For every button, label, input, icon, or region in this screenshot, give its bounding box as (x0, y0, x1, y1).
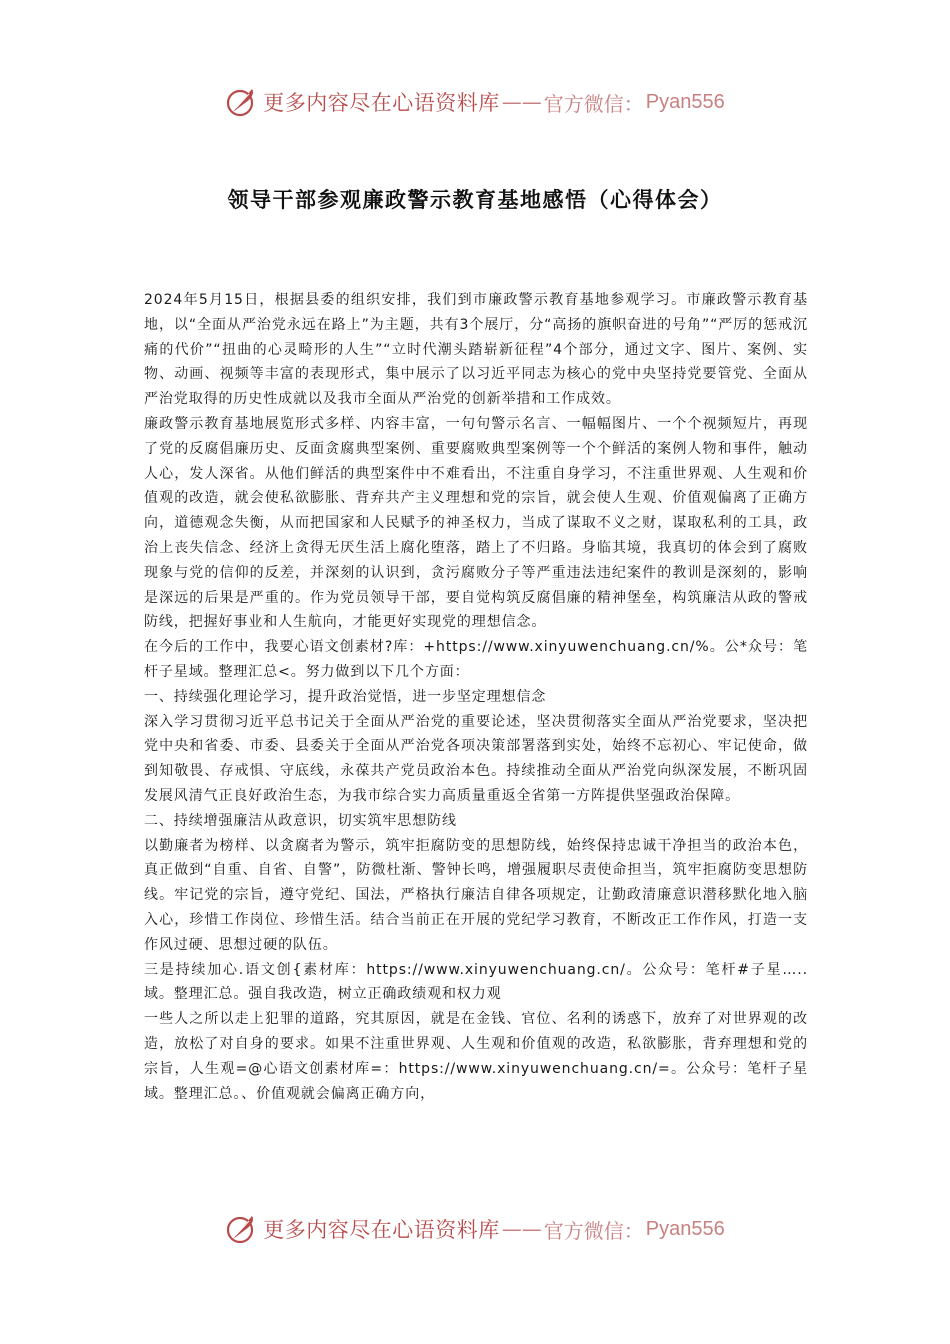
section-heading: 一、持续强化理论学习，提升政治觉悟，进一步坚定理想信念 (144, 688, 547, 705)
paragraph: 2024年5月15日，根据县委的组织安排，我们到市廉政警示教育基地参观学习。市廉政警示教育基地，以“全面从严治党永远在路上”为主题，共有3个展厅，分“高扬的旗帜奋进的号角”“严厉的惩戒沉痛的代价”“扭曲的心灵畸形的人生”“立时代潮头踏崭新征程”4个部分，通过文字、图片、案例、实物、动画、视频等丰富的表现形式，集中展示了以习近平同志为核心的党中央坚持党要管党、全面从严治党取得的历史性成就以及我市全面从严治党的创新举措和工作成效。 (144, 292, 808, 408)
banner-main-text: 更多内容尽在心语资料库 (263, 91, 500, 115)
footer-banner (0, 1209, 950, 1249)
header-banner (0, 82, 950, 122)
banner-main-text: 更多内容尽在心语资料库 (263, 1218, 500, 1242)
banner-dash: —— (501, 1217, 542, 1241)
quill-pen-logo-icon (225, 1212, 259, 1246)
section-heading: 二、持续增强廉洁从政意识，切实筑牢思想防线 (144, 812, 457, 829)
banner-wechat-label: 官方微信： (543, 91, 644, 116)
document-body (144, 288, 808, 1106)
banner-dash: —— (501, 90, 542, 114)
document-title: 领导干部参观廉政警示教育基地感悟（心得体会） (227, 188, 723, 212)
paragraph: 一些人之所以走上犯罪的道路，究其原因，就是在金钱、官位、名利的诱惑下，放弃了对世界观的改造，放松了对自身的要求。如果不注重世界观、人生观和价值观的改造，私欲膨胀，背弃理想和党的宗旨，人生观=@心语文创素材库=：https://www.xinyuwenchuang.cn/=。公众号：笔杆子星域。整理汇总。、价值观就会偏离正确方向， (144, 1011, 808, 1102)
paragraph: 在今后的工作中，我要心语文创素材?库：+https://www.xinyuwenchuang.cn/%。公*众号：笔杆子星域。整理汇总<。努力做到以下几个方面： (144, 639, 808, 680)
paragraph: 深入学习贯彻习近平总书记关于全面从严治党的重要论述，坚决贯彻落实全面从严治党要求，坚决把党中央和省委、市委、县委关于全面从严治党各项决策部署落到实处，始终不忘初心、牢记使命，做到知敬畏、存戒惧、守底线，永葆共产党员政治本色。持续推动全面从严治党向纵深发展，不断巩固发展风清气正良好政治生态，为我市综合实力高质量重返全省第一方阵提供坚强政治保障。 (144, 713, 808, 804)
section-heading: 三是持续加心.语文创{素材库：https://www.xinyuwenchuang.cn/。公众号：笔杆#子星…..域。整理汇总。强自我改造，树立正确政绩观和权力观 (144, 961, 808, 1003)
banner-wechat-label: 官方微信： (543, 1218, 644, 1243)
banner-wechat-id: Pyan556 (645, 1217, 725, 1240)
quill-pen-logo-icon (225, 85, 259, 119)
banner-wechat-id: Pyan556 (645, 90, 725, 113)
paragraph: 廉政警示教育基地展览形式多样、内容丰富，一句句警示名言、一幅幅图片、一个个视频短片，再现了党的反腐倡廉历史、反面贪腐典型案例、重要腐败典型案例等一个个鲜活的案例人物和事件，触动人心，发人深省。从他们鲜活的典型案件中不难看出，不注重自身学习，不注重世界观、人生观和价值观的改造，就会使私欲膨胀、背弃共产主义理想和党的宗旨，就会使人生观、价值观偏离了正确方向，道德观念失衡，从而把国家和人民赋予的神圣权力，当成了谋取不义之财，谋取私利的工具，政治上丧失信念、经济上贪得无厌生活上腐化堕落，踏上了不归路。身临其境，我真切的体会到了腐败现象与党的信仰的反差，并深刻的认识到，贪污腐败分子等严重违法违纪案件的教训是深刻的，影响是深远的后果是严重的。作为党员领导干部，要自觉构筑反腐倡廉的精神堡垒，构筑廉洁从政的警戒防线，把握好事业和人生航向，才能更好实现党的理想信念。 (144, 415, 808, 631)
paragraph: 以勤廉者为榜样、以贪腐者为警示，筑牢拒腐防变的思想防线，始终保持忠诚干净担当的政治本色，真正做到“自重、自省、自警”，防微杜渐、警钟长鸣，增强履职尽责使命担当，筑牢拒腐防变思想防线。牢记党的宗旨，遵守党纪、国法，严格执行廉洁自律各项规定，让勤政清廉意识潜移默化地入脑入心，珍惜工作岗位、珍惜生活。结合当前正在开展的党纪学习教育，不断改正工作作风，打造一支作风过硬、思想过硬的队伍。 (144, 837, 808, 953)
